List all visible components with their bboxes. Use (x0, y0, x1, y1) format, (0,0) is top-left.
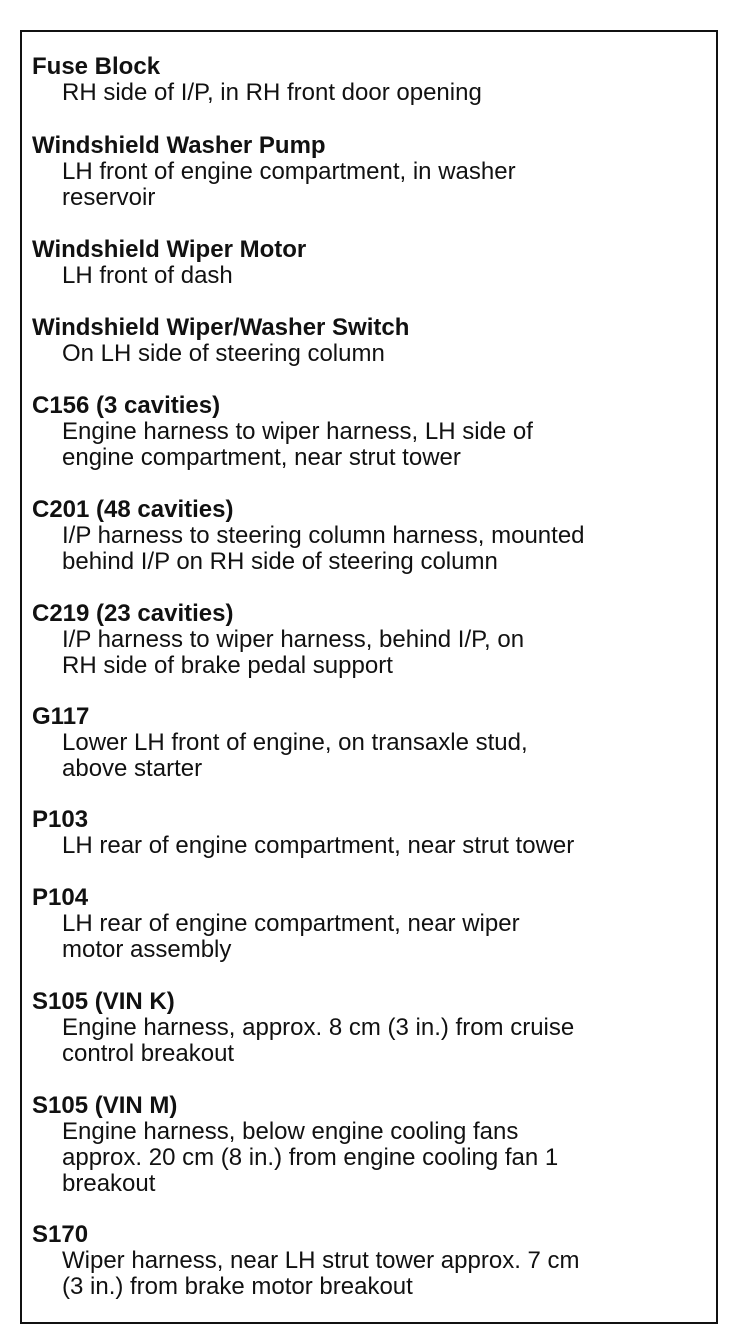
description-line: Engine harness to wiper harness, LH side of (62, 418, 533, 445)
entry-title: G117 (32, 703, 90, 730)
description-line: reservoir (62, 184, 156, 211)
entry-title: P103 (32, 806, 89, 833)
entry-title: S170 (32, 1221, 89, 1248)
description-line: LH rear of engine compartment, near wiper (62, 910, 520, 937)
description-line: (3 in.) from brake motor breakout (62, 1273, 413, 1300)
description-line: above starter (62, 755, 203, 782)
description-line: Engine harness, below engine cooling fans (62, 1118, 519, 1145)
description-line: LH front of dash (62, 262, 233, 289)
description-line: RH side of I/P, in RH front door opening (62, 79, 482, 106)
description-line: I/P harness to wiper harness, behind I/P, on (62, 626, 525, 653)
entry-description (62, 523, 712, 575)
entry-title: C201 (48 cavities) (32, 496, 234, 523)
entry-title: C219 (23 cavities) (32, 600, 234, 627)
entry-title: Windshield Washer Pump (32, 132, 326, 159)
entry-description (62, 159, 712, 211)
entry-description (62, 419, 712, 471)
entry-description (62, 1248, 712, 1300)
description-line: LH rear of engine compartment, near strut tower (62, 832, 575, 859)
description-line: motor assembly (62, 936, 232, 963)
entry-description (62, 833, 712, 859)
entry-title: Windshield Wiper Motor (32, 236, 307, 263)
component-location-table (20, 30, 718, 1324)
entry-title: P104 (32, 884, 89, 911)
description-line: Engine harness, approx. 8 cm (3 in.) from cruise (62, 1014, 575, 1041)
description-line: control breakout (62, 1040, 235, 1067)
entry-title: C156 (3 cavities) (32, 392, 221, 419)
description-line: Lower LH front of engine, on transaxle stud, (62, 729, 528, 756)
description-line: breakout (62, 1170, 156, 1197)
description-line: approx. 20 cm (8 in.) from engine cooling fan 1 (62, 1144, 559, 1171)
entry-description (62, 341, 712, 367)
entry-description (62, 1015, 712, 1067)
entry-description (62, 627, 712, 679)
description-line: On LH side of steering column (62, 340, 385, 367)
entry-description (62, 263, 712, 289)
entry-title: Windshield Wiper/Washer Switch (32, 314, 410, 341)
entry-title: Fuse Block (32, 53, 161, 80)
description-line: I/P harness to steering column harness, mounted (62, 522, 585, 549)
entry-title: S105 (VIN K) (32, 988, 175, 1015)
entry-description (62, 730, 712, 782)
description-line: behind I/P on RH side of steering column (62, 548, 498, 575)
entry-description (62, 80, 712, 106)
entry-description (62, 911, 712, 963)
entry-description (62, 1119, 712, 1197)
description-line: LH front of engine compartment, in washer (62, 158, 516, 185)
description-line: engine compartment, near strut tower (62, 444, 461, 471)
description-line: Wiper harness, near LH strut tower approx. 7 cm (62, 1247, 580, 1274)
description-line: RH side of brake pedal support (62, 652, 393, 679)
entry-title: S105 (VIN M) (32, 1092, 178, 1119)
